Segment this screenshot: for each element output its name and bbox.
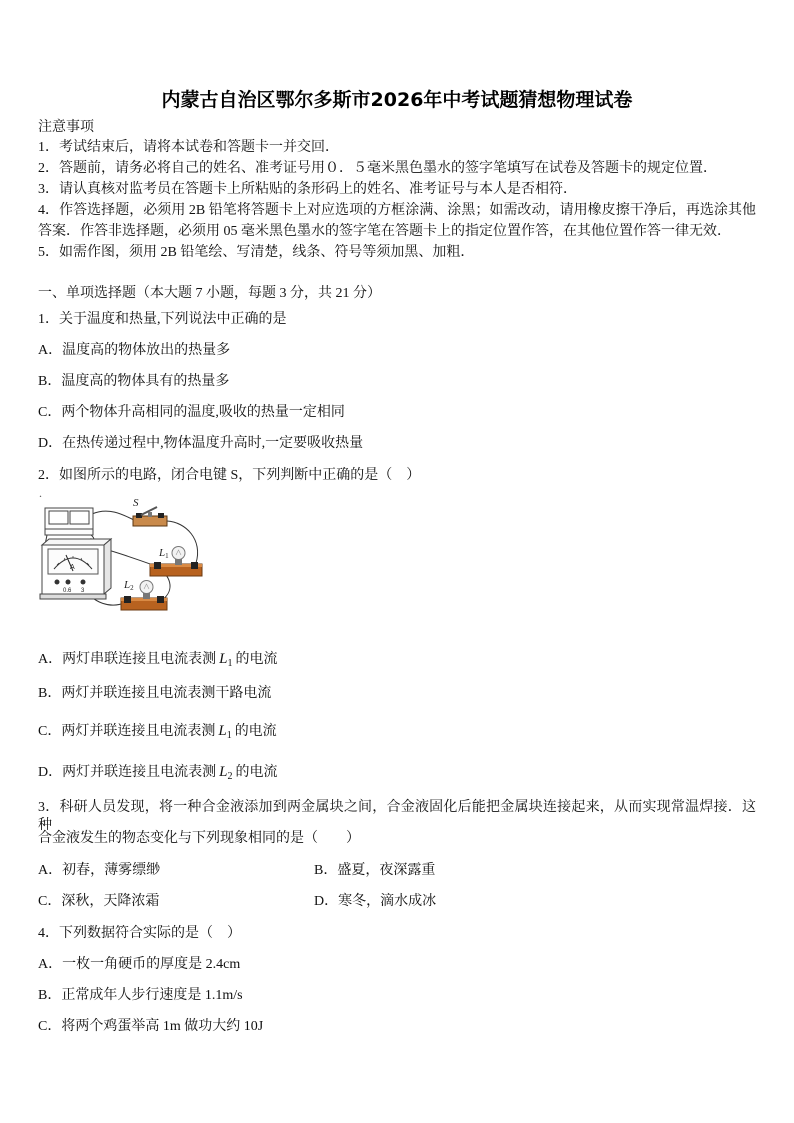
switch-terminal-left: [136, 513, 142, 518]
question-4-option-a: A．一枚一角硬币的厚度是 2.4cm: [38, 957, 241, 972]
lamp-2-terminal-right: [157, 596, 164, 603]
question-2-stem: 2．如图所示的电路，闭合电键 S，下列判断中正确的是（ ）: [38, 468, 421, 483]
question-4-option-b: B．正常成年人步行速度是 1.1m/s: [38, 988, 243, 1003]
question-3-option-b: B．盛夏，夜深露重: [314, 863, 436, 878]
question-1-option-d: D．在热传递过程中,物体温度升高时,一定要吸收热量: [38, 436, 364, 451]
notice-item-4-line-2: 答案．作答非选择题，必须用 05 毫米黑色墨水的签字笔在答题卡上的指定位置作答，在其他位置作答一律无效．: [38, 224, 731, 239]
ammeter-terminal-3-knob: [81, 580, 86, 585]
math-subscript: 1: [226, 730, 232, 741]
math-variable: L: [219, 651, 228, 667]
notice-item-1: 1．考试结束后，请将本试卷和答题卡一并交回．: [38, 140, 339, 155]
lamp-1-terminal-right: [191, 562, 198, 569]
ammeter-symbol: A: [70, 564, 75, 571]
lamp-2-label: [123, 579, 134, 592]
notice-item-5: 5．如需作图，须用 2B 铅笔绘、写清楚，线条、符号等须加黑、加粗．: [38, 245, 475, 260]
ammeter-terminal-3-label: 3: [81, 588, 85, 594]
lamp-2-label-var: L: [124, 579, 131, 591]
question-1-option-a: A．温度高的物体放出的热量多: [38, 343, 231, 358]
lamp-1: [150, 547, 202, 577]
option-text: 两灯并联连接且电流表测: [62, 765, 217, 780]
lamp-1-terminal-left: [154, 562, 161, 569]
battery-cell-2: [70, 511, 89, 524]
ammeter-terminal-negative: [55, 580, 60, 585]
ammeter-top-face: [42, 539, 111, 545]
circuit-diagram: [38, 496, 218, 620]
math-subscript: 1: [227, 658, 233, 669]
option-text: 两灯并联连接且电流表测: [61, 724, 216, 739]
question-4-stem: 4．下列数据符合实际的是（ ）: [38, 926, 241, 941]
ammeter-foot: [40, 594, 106, 599]
option-text: 两灯并联连接且电流表测干路电流: [61, 686, 272, 701]
question-3-option-d: D．寒冬，滴水成冰: [314, 894, 437, 909]
lamp-1-bulb: [172, 547, 185, 560]
option-text-after: 的电流: [235, 652, 278, 667]
wire-battery-switch: [92, 511, 134, 520]
math-variable: L: [219, 764, 228, 780]
lamp-2-terminal-left: [124, 596, 131, 603]
lamp-1-label: [158, 547, 169, 560]
question-3-option-a: A．初春，薄雾缥缈: [38, 863, 161, 878]
math-variable: L: [218, 723, 227, 739]
option-label: A．: [38, 652, 63, 667]
question-2-option-b: [38, 685, 271, 703]
option-label: C．: [38, 724, 62, 739]
notice-item-3: 3．请认真核对监考员在答题卡上所粘贴的条形码上的姓名、准考证号与本人是否相符．: [38, 182, 577, 197]
switch: [133, 507, 167, 526]
option-text-after: 的电流: [234, 724, 277, 739]
ammeter-terminal-0-6-knob: [66, 580, 71, 585]
math-subscript: 2: [227, 771, 233, 782]
option-text-after: 的电流: [235, 765, 278, 780]
lamp-1-label-var: L: [159, 547, 166, 559]
question-4-option-c: C．将两个鸡蛋举高 1m 做功大约 10J: [38, 1019, 264, 1034]
question-2-option-c: [38, 722, 277, 745]
option-label: D．: [38, 765, 63, 780]
notice-item-4-line-1: 4．作答选择题，必须用 2B 铅笔将答题卡上对应选项的方框涂满、涂黑；如需改动，请用橡皮擦干净后，再选涂其他: [38, 203, 756, 218]
ammeter-side-face: [104, 539, 111, 594]
question-1-option-b: B．温度高的物体具有的热量多: [38, 374, 230, 389]
question-2-option-a: [38, 650, 277, 673]
option-text: 两灯串联连接且电流表测: [62, 652, 217, 667]
question-1-stem: 1．关于温度和热量,下列说法中正确的是: [38, 312, 287, 327]
figure-stray-mark: .: [39, 486, 42, 500]
battery-cell-1: [49, 511, 68, 524]
question-3-option-c: C．深秋，天降浓霜: [38, 894, 160, 909]
ammeter-terminal-0-6-label: 0.6: [63, 588, 72, 594]
switch-hinge: [148, 512, 152, 517]
question-3-stem-line-2: 合金液发生的物态变化与下列现象相同的是（ ）: [38, 831, 360, 846]
notice-heading: 注意事项: [38, 120, 94, 135]
battery: [45, 508, 93, 535]
switch-terminal-right: [158, 513, 164, 518]
question-1-option-c: C．两个物体升高相同的温度,吸收的热量一定相同: [38, 405, 345, 420]
lamp-1-label-sub: 1: [165, 552, 169, 560]
question-3-stem-line-1: 3．科研人员发现，将一种合金液添加到两金属块之间，合金液固化后能把金属块连接起来，从而实现常温焊接．这种: [38, 800, 756, 833]
lamp-2-label-sub: 2: [130, 584, 134, 592]
notice-item-2: 2．答题前，请务必将自己的姓名、准考证号用０．５毫米黑色墨水的签字笔填写在试卷及答题卡的规定位置．: [38, 161, 717, 176]
question-2-option-d: [38, 763, 277, 786]
exam-title: 内蒙古自治区鄂尔多斯市2026年中考试题猜想物理试卷: [161, 89, 633, 111]
lamp-2-bulb: [140, 581, 153, 594]
section-heading: 一、单项选择题（本大题 7 小题，每题 3 分，共 21 分）: [38, 286, 381, 301]
option-label: B．: [38, 686, 62, 701]
switch-label: S: [133, 497, 139, 509]
ammeter: [40, 539, 111, 599]
